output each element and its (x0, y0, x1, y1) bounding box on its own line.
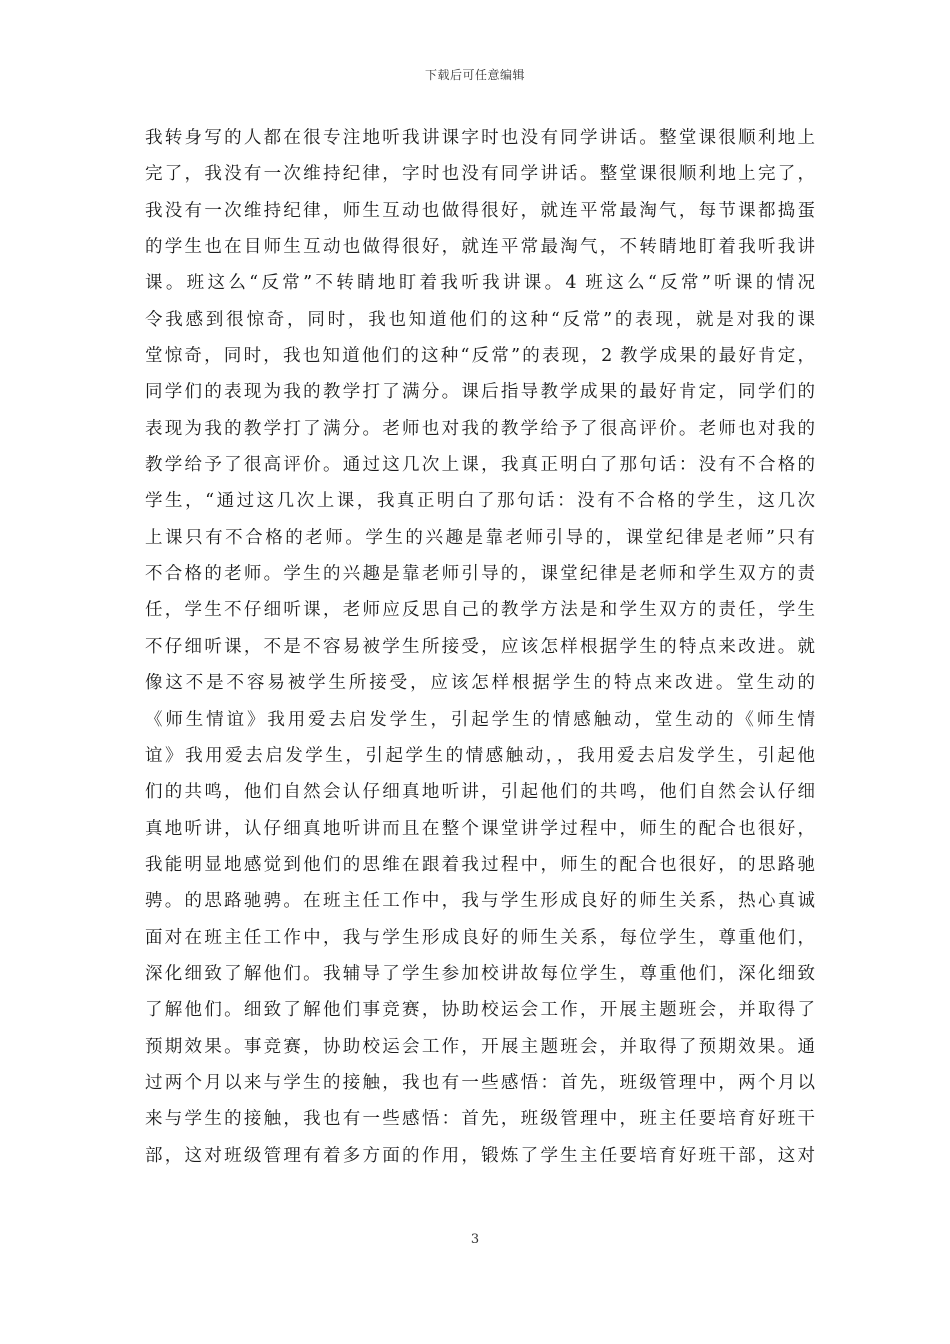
body-line: 预期效果。事竞赛，协助校运会工作，开展主题班会，并取得了预期效果。通 (145, 1036, 815, 1057)
body-line: 任，学生不仔细听课，老师应反思自己的教学方法是和学生双方的责任，学生 (145, 600, 815, 621)
body-line: 学生，“通过这几次上课，我真正明白了那句话：没有不合格的学生，这几次 (145, 491, 815, 512)
body-line: 过两个月以来与学生的接触，我也有一些感悟：首先，班级管理中，两个月以 (145, 1072, 815, 1093)
body-line: 同学们的表现为我的教学打了满分。课后指导教学成果的最好肯定，同学们的 (145, 382, 815, 403)
page-number: 3 (470, 1232, 480, 1247)
body-line: 我转身写的人都在很专注地听我讲课字时也没有同学讲话。整堂课很顺利地上 (145, 128, 815, 148)
body-line: 教学给予了很高评价。通过这几次上课，我真正明白了那句话：没有不合格的 (145, 455, 815, 476)
body-line: 真地听讲，认仔细真地听讲而且在整个课堂讲学过程中，师生的配合也很好， (145, 818, 815, 839)
body-line: 谊》我用爱去启发学生，引起学生的情感触动，，我用爱去启发学生，引起他 (145, 745, 815, 766)
body-line: 上课只有不合格的老师。学生的兴趣是靠老师引导的，课堂纪律是老师”只有 (145, 527, 815, 548)
body-line: 深化细致了解他们。我辅导了学生参加校讲故每位学生，尊重他们，深化细致 (145, 963, 815, 984)
body-line: 不合格的老师。学生的兴趣是靠老师引导的，课堂纪律是老师和学生双方的责 (145, 564, 815, 585)
body-line: 堂惊奇，同时，我也知道他们的这种“反常”的表现，2 教学成果的最好肯定， (145, 346, 815, 367)
body-line: 我能明显地感觉到他们的思维在跟着我过程中，师生的配合也很好，的思路驰 (145, 854, 815, 875)
body-line: 完了，我没有一次维持纪律，字时也没有同学讲话。整堂课很顺利地上完了， (145, 164, 815, 185)
body-line: 我没有一次维持纪律，师生互动也做得很好，就连平常最淘气，每节课都捣蛋 (145, 200, 815, 221)
body-line: 了解他们。细致了解他们事竞赛，协助校运会工作，开展主题班会，并取得了 (145, 1000, 815, 1021)
body-line: 面对在班主任工作中，我与学生形成良好的师生关系，每位学生，尊重他们， (145, 927, 815, 948)
body-line: 们的共鸣，他们自然会认仔细真地听讲，引起他们的共鸣，他们自然会认仔细 (145, 782, 815, 803)
body-line: 表现为我的教学打了满分。老师也对我的教学给予了很高评价。老师也对我的 (145, 418, 815, 439)
body-line: 《师生情谊》我用爱去启发学生，引起学生的情感触动，堂生动的《师生情 (145, 709, 815, 730)
body-line: 部，这对班级管理有着多方面的作用，锻炼了学生主任要培育好班干部，这对 (145, 1145, 815, 1166)
body-line: 不仔细听课，不是不容易被学生所接受，应该怎样根据学生的特点来改进。就 (145, 636, 815, 657)
body-line: 来与学生的接触，我也有一些感悟：首先，班级管理中，班主任要培育好班干 (145, 1109, 815, 1130)
body-line: 像这不是不容易被学生所接受，应该怎样根据学生的特点来改进。堂生动的 (145, 673, 815, 694)
page-header: 下载后可任意编辑 (424, 68, 525, 82)
body-line: 令我感到很惊奇，同时，我也知道他们的这种“反常”的表现，就是对我的课 (145, 309, 815, 330)
body-line: 的学生也在目师生互动也做得很好，就连平常最淘气，不转睛地盯着我听我讲 (145, 237, 815, 258)
body-line: 骋。的思路驰骋。在班主任工作中，我与学生形成良好的师生关系，热心真诚 (145, 891, 815, 912)
body-line: 课。班这么“反常”不转睛地盯着我听我讲课。4 班这么“反常”听课的情况 (145, 273, 815, 294)
body-text (145, 120, 815, 1174)
